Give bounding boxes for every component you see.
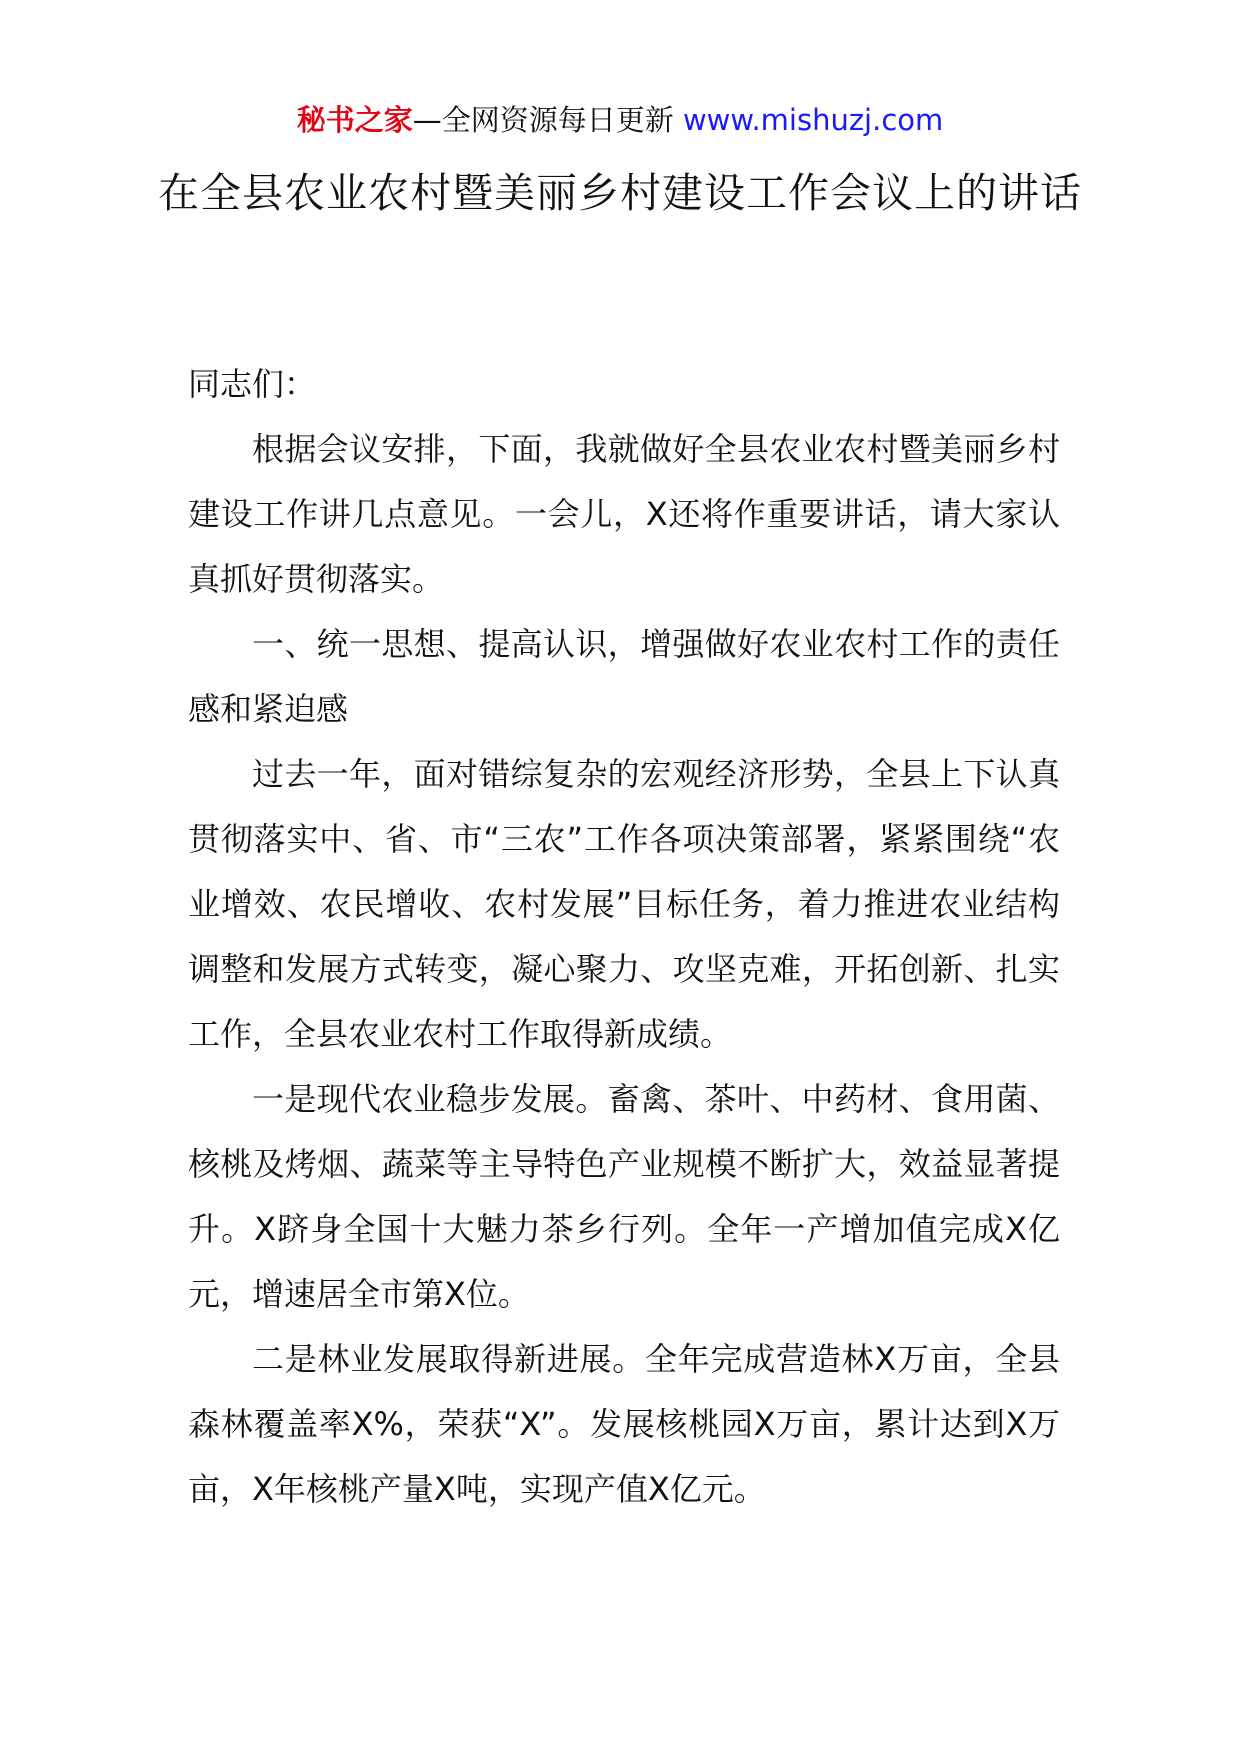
document-body xyxy=(188,352,1060,1522)
document-title: 在全县农业农村暨美丽乡村建设工作会议上的讲话 xyxy=(158,169,1082,217)
greeting: 同志们： xyxy=(188,365,317,403)
section-heading-1: 一、统一思想、提高认识，增强做好农业农村工作的责任感和紧迫感 xyxy=(188,625,1060,728)
site-url-link[interactable]: www.mishuzj.com xyxy=(682,103,944,137)
paragraph-forestry: 二是林业发展取得新进展。全年完成营造林X万亩，全县森林覆盖率X%，荣获“X”。发展核桃园X万亩，累计达到X万亩，X年核桃产量X吨，实现产值X亿元。 xyxy=(188,1340,1060,1508)
paragraph-agriculture: 一是现代农业稳步发展。畜禽、茶叶、中药材、食用菌、核桃及烤烟、蔬菜等主导特色产业规模不断扩大，效益显著提升。X跻身全国十大魅力茶乡行列。全年一产增加值完成X亿元，增速居全市第X位。 xyxy=(188,1080,1060,1313)
site-header xyxy=(0,100,1240,140)
brand-name: 秘书之家 xyxy=(296,103,413,137)
paragraph-review: 过去一年，面对错综复杂的宏观经济形势，全县上下认真贯彻落实中、省、市“三农”工作各项决策部署，紧紧围绕“农业增效、农民增收、农村发展”目标任务，着力推进农业结构调整和发展方式转变，凝心聚力、攻坚克难，开拓创新、扎实工作，全县农业农村工作取得新成绩。 xyxy=(188,755,1060,1053)
paragraph-intro: 根据会议安排，下面，我就做好全县农业农村暨美丽乡村建设工作讲几点意见。一会儿，X还将作重要讲话，请大家认真抓好贯彻落实。 xyxy=(188,430,1060,598)
header-tagline: —全网资源每日更新 xyxy=(412,103,674,137)
